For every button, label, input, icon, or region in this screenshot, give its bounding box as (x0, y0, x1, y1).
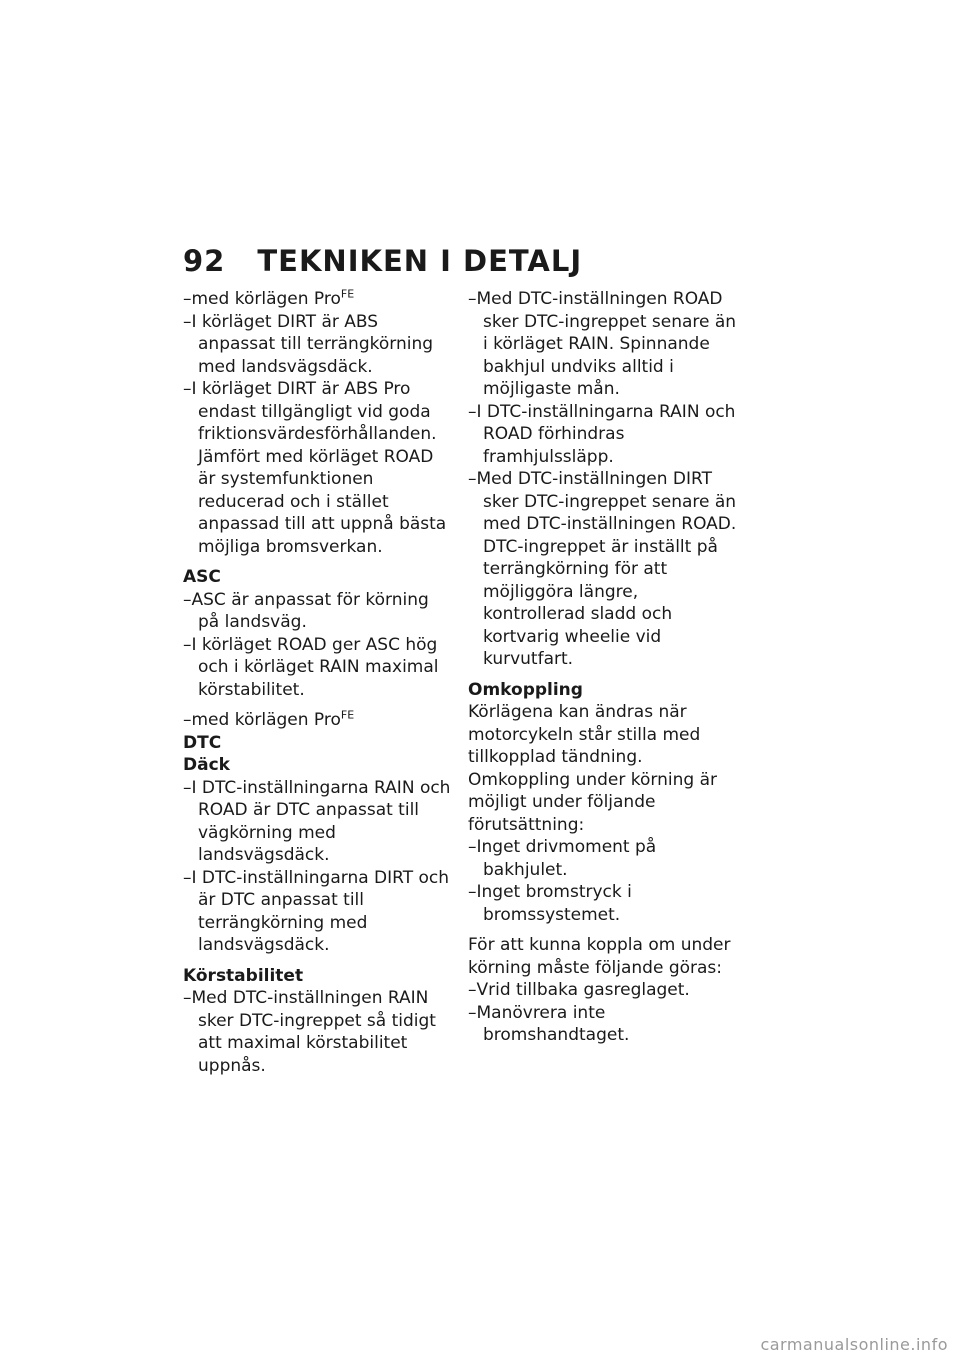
list-item: –I körläget DIRT är ABS Pro endast tillgängligt vid goda friktionsvärdesförhållanden. Jämfört med körläget ROAD är systemfunktionen reducerad och i stället anpassad till att uppnå bästa möjliga bromsverkan. (183, 379, 447, 557)
paragraph: Körlägena kan ändras när motorcykeln står stilla med tillkopplad tändning. Omkoppling under körning är möjligt under följande förutsättning: (468, 702, 717, 835)
section-heading-asc: ASC (183, 567, 221, 587)
list-item: –I körläget DIRT är ABS anpassat till terrängkörning med landsvägsdäck. (183, 311, 434, 377)
list-item: –I körläget ROAD ger ASC hög och i körläget RAIN maximal körstabilitet. (183, 634, 439, 700)
list-item: –Med DTC-inställningen ROAD sker DTC-ingreppet senare än i körläget RAIN. Spinnande bakhjul undviks alltid i möjligaste mån. (468, 289, 737, 399)
list-item: –I DTC-inställningarna RAIN och ROAD förhindras framhjulssläpp. (468, 401, 736, 467)
fe-superscript: FE (340, 287, 355, 301)
left-column (183, 288, 453, 1077)
list-item: –Inget drivmoment på bakhjulet. (468, 837, 657, 880)
paragraph: För att kunna koppla om under körning måste följande göras: (468, 935, 731, 978)
page-title: TEKNIKEN I DETALJ (257, 244, 583, 278)
list-item: –Med DTC-inställningen DIRT sker DTC-ingreppet senare än med DTC-inställningen ROAD. DTC-ingreppet är inställt på terrängkörning för att möjliggöra längre, kontrollerad sladd och kortvarig wheelie vid kurvutfart. (468, 469, 737, 669)
list-item: –Inget bromstryck i bromssystemet. (468, 882, 632, 925)
section-heading-switching: Omkoppling (468, 679, 583, 700)
section-heading-dtc: DTC (183, 732, 222, 753)
list-item: –I DTC-inställningarna RAIN och ROAD är DTC anpassat till vägkörning med landsvägsdäck. (183, 777, 451, 865)
list-item: –med körlägen Pro$^{FE}$ (183, 287, 355, 309)
right-column (468, 288, 740, 1047)
list-item: –med körlägen Pro$^{FE}$ (183, 708, 355, 730)
watermark: carmanualsonline.info (760, 1335, 948, 1354)
subheading-stability: Körstabilitet (183, 965, 304, 986)
list-item: –Manövrera inte bromshandtaget. (468, 1002, 630, 1045)
page-number: 92 (183, 244, 226, 278)
page-header (183, 244, 582, 278)
list-item: –ASC är anpassat för körning på landsväg. (183, 589, 429, 632)
list-item: –Vrid tillbaka gasreglaget. (468, 980, 690, 1000)
subheading-tyres: Däck (183, 755, 230, 775)
list-item: –I DTC-inställningarna DIRT och är DTC anpassat till terrängkörning med landsvägsdäck. (183, 867, 450, 955)
fe-superscript: FE (340, 708, 355, 722)
list-item: –Med DTC-inställningen RAIN sker DTC-ingreppet så tidigt att maximal körstabilitet uppnås. (183, 988, 436, 1076)
